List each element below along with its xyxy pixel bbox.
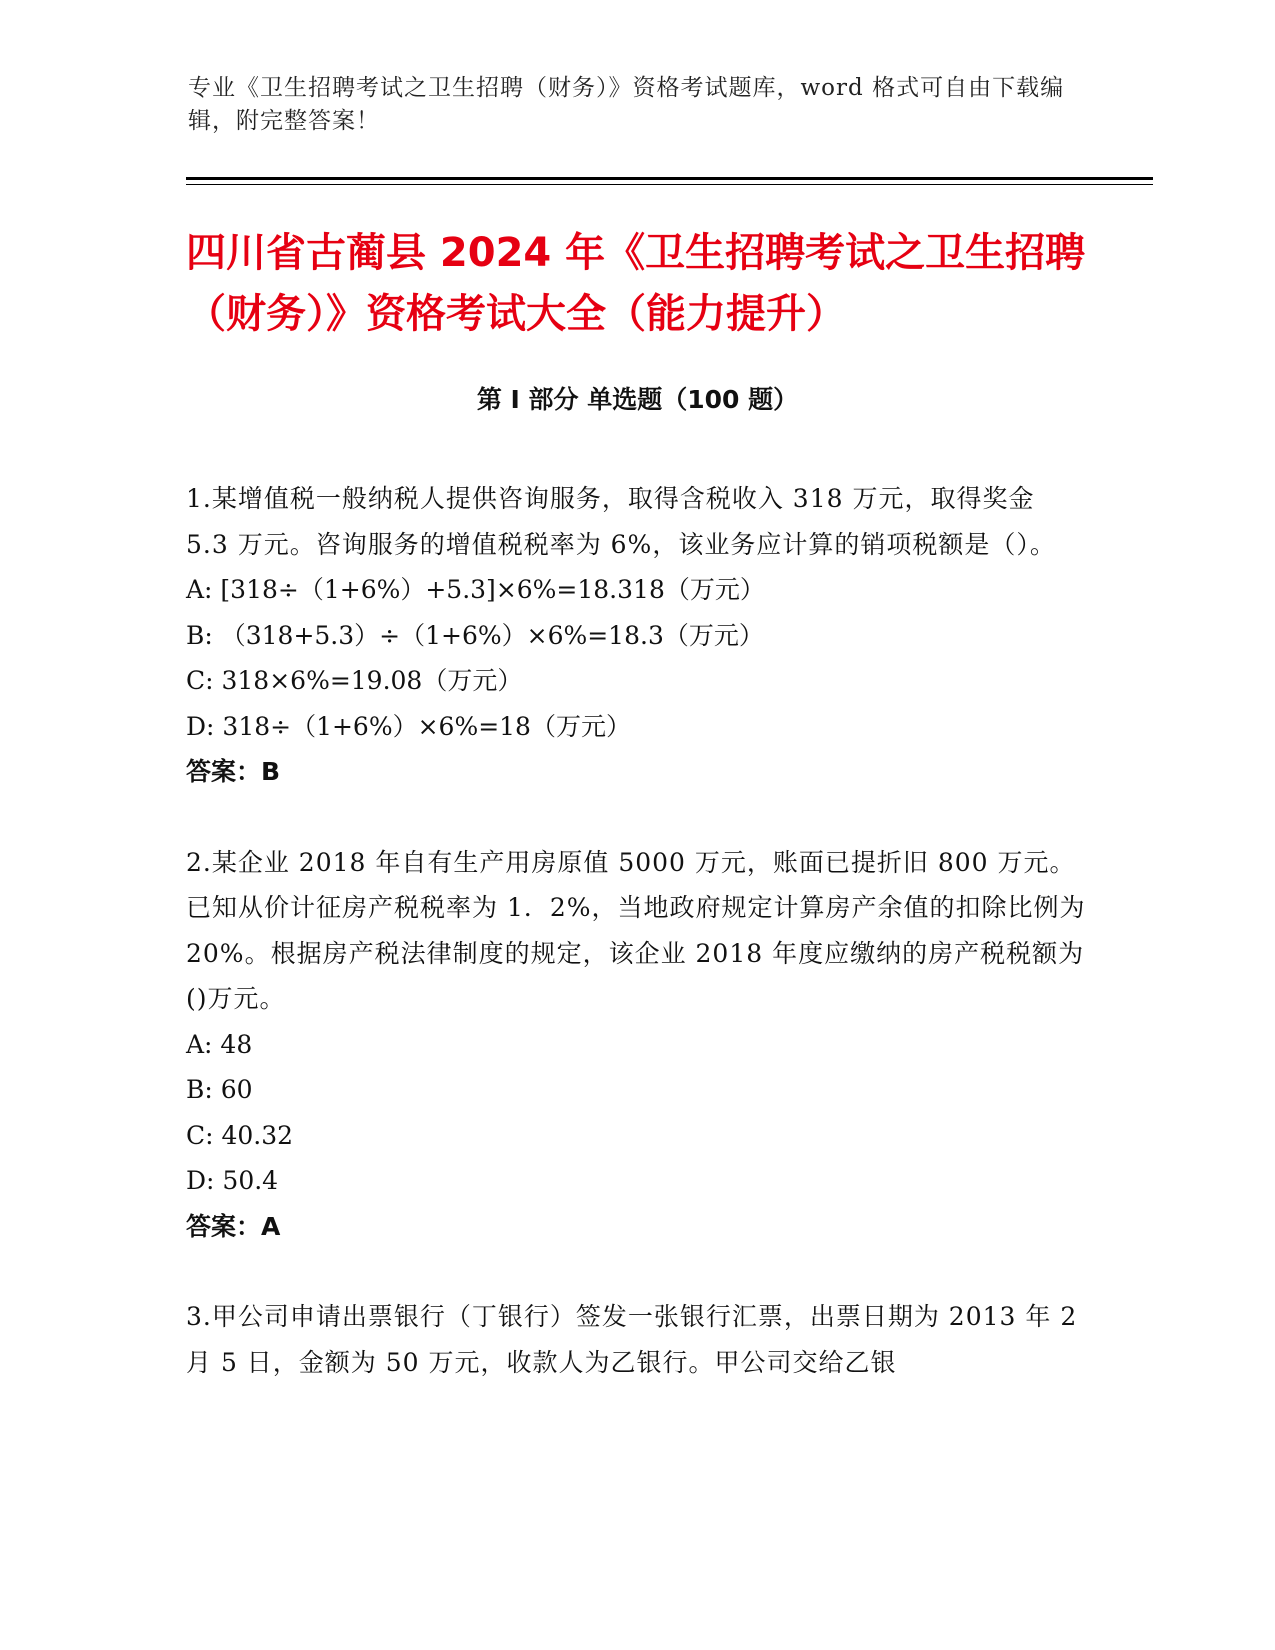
option-b: B: 60 <box>186 1075 253 1104</box>
option-b: B: （318+5.3）÷（1+6%）×6%=18.3（万元） <box>186 620 764 650</box>
question-spacer <box>186 795 1086 840</box>
header-rule-thin <box>186 184 1153 185</box>
option-c: C: 40.32 <box>186 1120 294 1150</box>
section-heading: 第 I 部分 单选题（100 题） <box>476 385 799 414</box>
option-d: D: 318÷（1+6%）×6%=18（万元） <box>186 711 631 741</box>
answer-label: 答案：A <box>186 1211 281 1241</box>
question-3 <box>186 1294 1086 1385</box>
question-stem: 1.某增值税一般纳税人提供咨询服务，取得含税收入 318 万元，取得奖金 5.3 万元。咨询服务的增值税税率为 6%，该业务应计算的销项税额是（）。 <box>186 484 1056 559</box>
option-a: A: [318÷（1+6%）+5.3]×6%=18.318（万元） <box>186 575 765 604</box>
header-note: 专业《卫生招聘考试之卫生招聘（财务）》资格考试题库，word 格式可自由下载编辑，附完整答案！ <box>188 75 1065 134</box>
option-a: A: 48 <box>186 1029 253 1059</box>
questions-list <box>186 476 1086 1385</box>
question-stem: 3.甲公司申请出票银行（丁银行）签发一张银行汇票，出票日期为 2013 年 2 月 5 日，金额为 50 万元，收款人为乙银行。甲公司交给乙银 <box>186 1302 1078 1377</box>
question-1 <box>186 476 1086 795</box>
option-d: D: 50.4 <box>186 1166 279 1195</box>
question-stem: 2.某企业 2018 年自有生产用房原值 5000 万元，账面已提折旧 800 万元。已知从价计征房产税税率为 1．2%，当地政府规定计算房产余值的扣除比例为 20%。根据房产税法律制度的规定，该企业 2018 年度应缴纳的房产税税额为()万元。 <box>186 847 1086 1013</box>
option-c: C: 318×6%=19.08（万元） <box>186 666 523 695</box>
header-rule-thick <box>186 177 1153 180</box>
question-2 <box>186 840 1086 1250</box>
answer-label: 答案：B <box>186 757 281 786</box>
document-title: 四川省古蔺县 2024 年《卫生招聘考试之卫生招聘（财务）》资格考试大全（能力提升） <box>186 230 1086 337</box>
question-spacer <box>186 1249 1086 1294</box>
